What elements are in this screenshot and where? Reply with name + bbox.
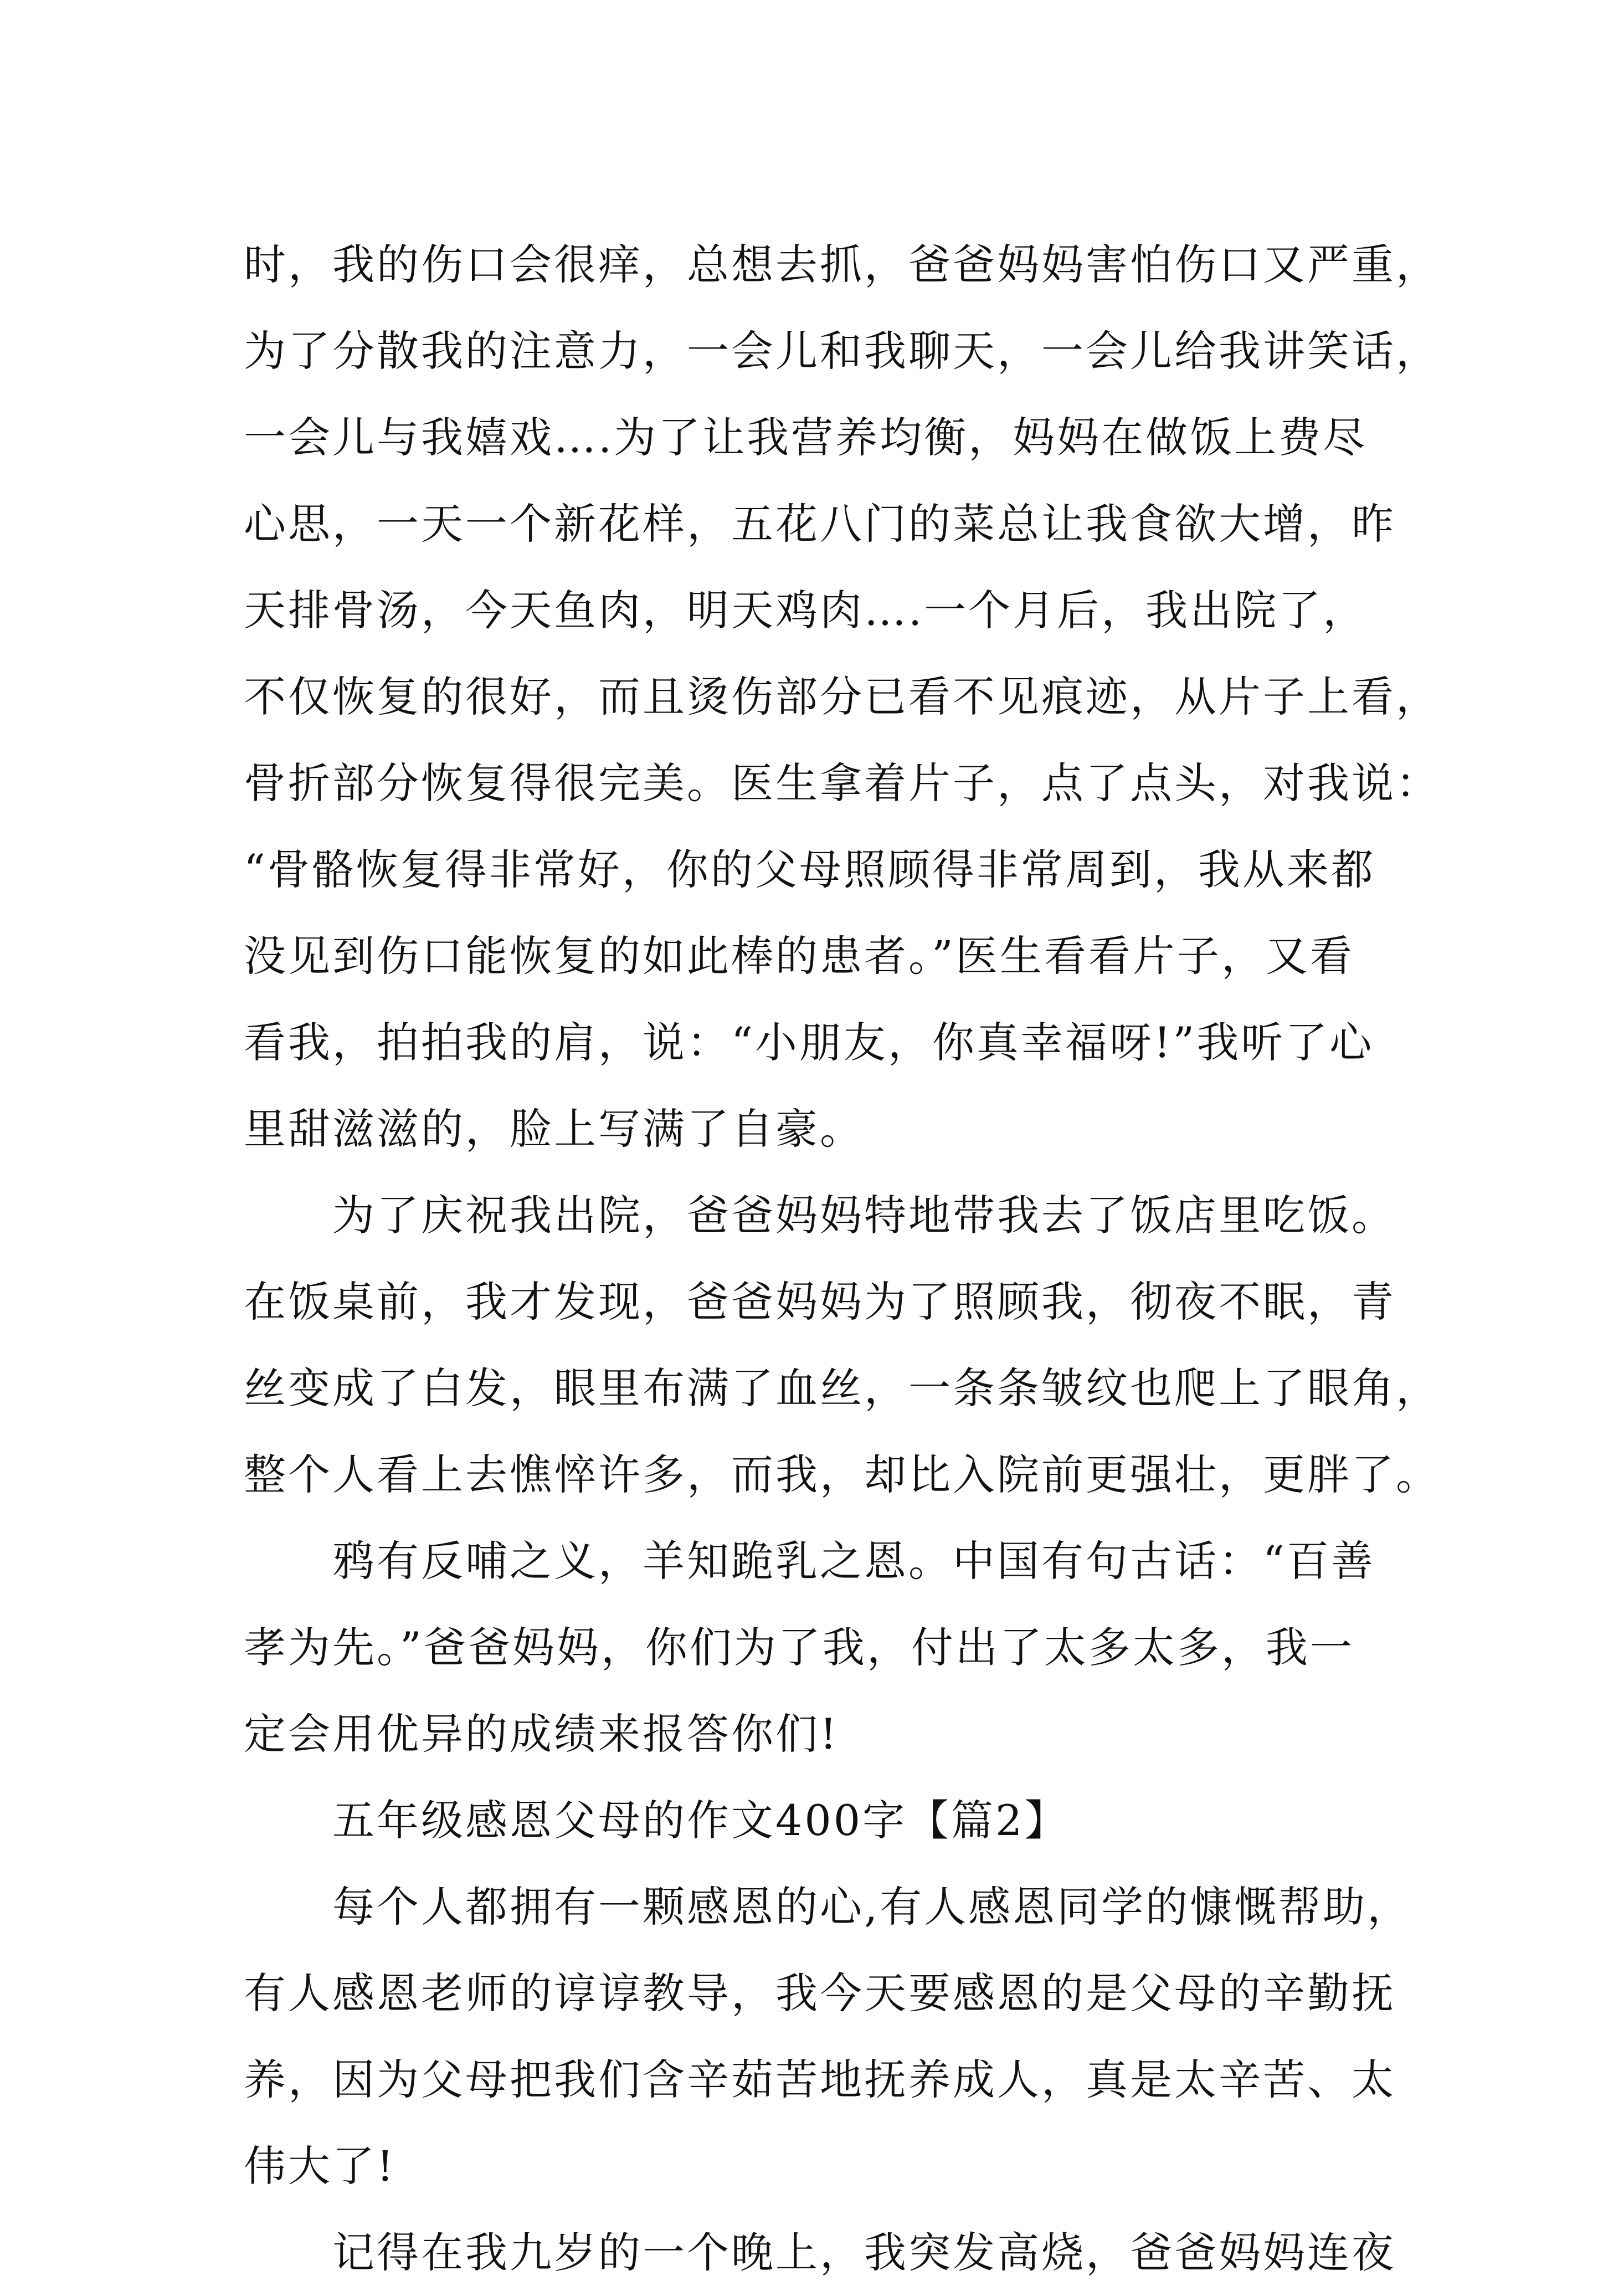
- text-line: 没见到伤口能恢复的如此棒的患者。”医生看看片子，又看: [244, 931, 1354, 981]
- paragraph-start-line: 每个人都拥有一颗感恩的心,有人感恩同学的慷慨帮助，: [332, 1882, 1412, 1931]
- text-line: 孝为先。”爸爸妈妈，你们为了我，付出了太多太多，我一: [244, 1623, 1354, 1672]
- text-line: 在饭桌前，我才发现，爸爸妈妈为了照顾我，彻夜不眠，青: [244, 1277, 1396, 1326]
- text-line: 定会用优异的成绩来报答你们!: [244, 1709, 839, 1759]
- essay-body: [244, 222, 1440, 2296]
- text-line: 天排骨汤，今天鱼肉，明天鸡肉….一个月后，我出院了，: [244, 586, 1368, 635]
- paragraph-start-line: 为了庆祝我出院，爸爸妈妈特地带我去了饭店里吃饭。: [332, 1191, 1396, 1240]
- text-line: 丝变成了白发，眼里布满了血丝，一条条皱纹也爬上了眼角，: [244, 1364, 1440, 1413]
- text-line: “骨骼恢复得非常好，你的父母照顾得非常周到，我从来都: [244, 845, 1375, 894]
- section-heading: 五年级感恩父母的作文400字【篇2】: [332, 1796, 1069, 1845]
- text-line: 整个人看上去憔悴许多，而我，却比入院前更强壮，更胖了。: [244, 1450, 1440, 1499]
- text-line: 心思，一天一个新花样，五花八门的菜总让我食欲大增，昨: [244, 499, 1396, 549]
- text-line: 伟大了!: [244, 2141, 396, 2191]
- paragraph-start-line: 记得在我九岁的一个晚上，我突发高烧，爸爸妈妈连夜: [332, 2228, 1396, 2277]
- text-line: 骨折部分恢复得很完美。医生拿着片子，点了点头，对我说：: [244, 758, 1440, 808]
- text-line: 时，我的伤口会很痒，总想去抓，爸爸妈妈害怕伤口又严重，: [244, 240, 1440, 289]
- text-line: 一会儿与我嬉戏….为了让我营养均衡，妈妈在做饭上费尽: [244, 413, 1368, 462]
- text-line: 里甜滋滋的，脸上写满了自豪。: [244, 1104, 864, 1154]
- paragraph-start-line: 鸦有反哺之义，羊知跪乳之恩。中国有句古话：“百善: [332, 1536, 1375, 1586]
- text-line: 看我，拍拍我的肩，说：“小朋友，你真幸福呀!”我听了心: [244, 1018, 1374, 1067]
- text-line: 为了分散我的注意力，一会儿和我聊天，一会儿给我讲笑话，: [244, 326, 1440, 376]
- text-line: 不仅恢复的很好，而且烫伤部分已看不见痕迹，从片子上看，: [244, 672, 1440, 721]
- text-line: 养，因为父母把我们含辛茹苦地抚养成人，真是太辛苦、太: [244, 2055, 1396, 2104]
- text-line: 有人感恩老师的谆谆教导，我今天要感恩的是父母的辛勤抚: [244, 1969, 1396, 2018]
